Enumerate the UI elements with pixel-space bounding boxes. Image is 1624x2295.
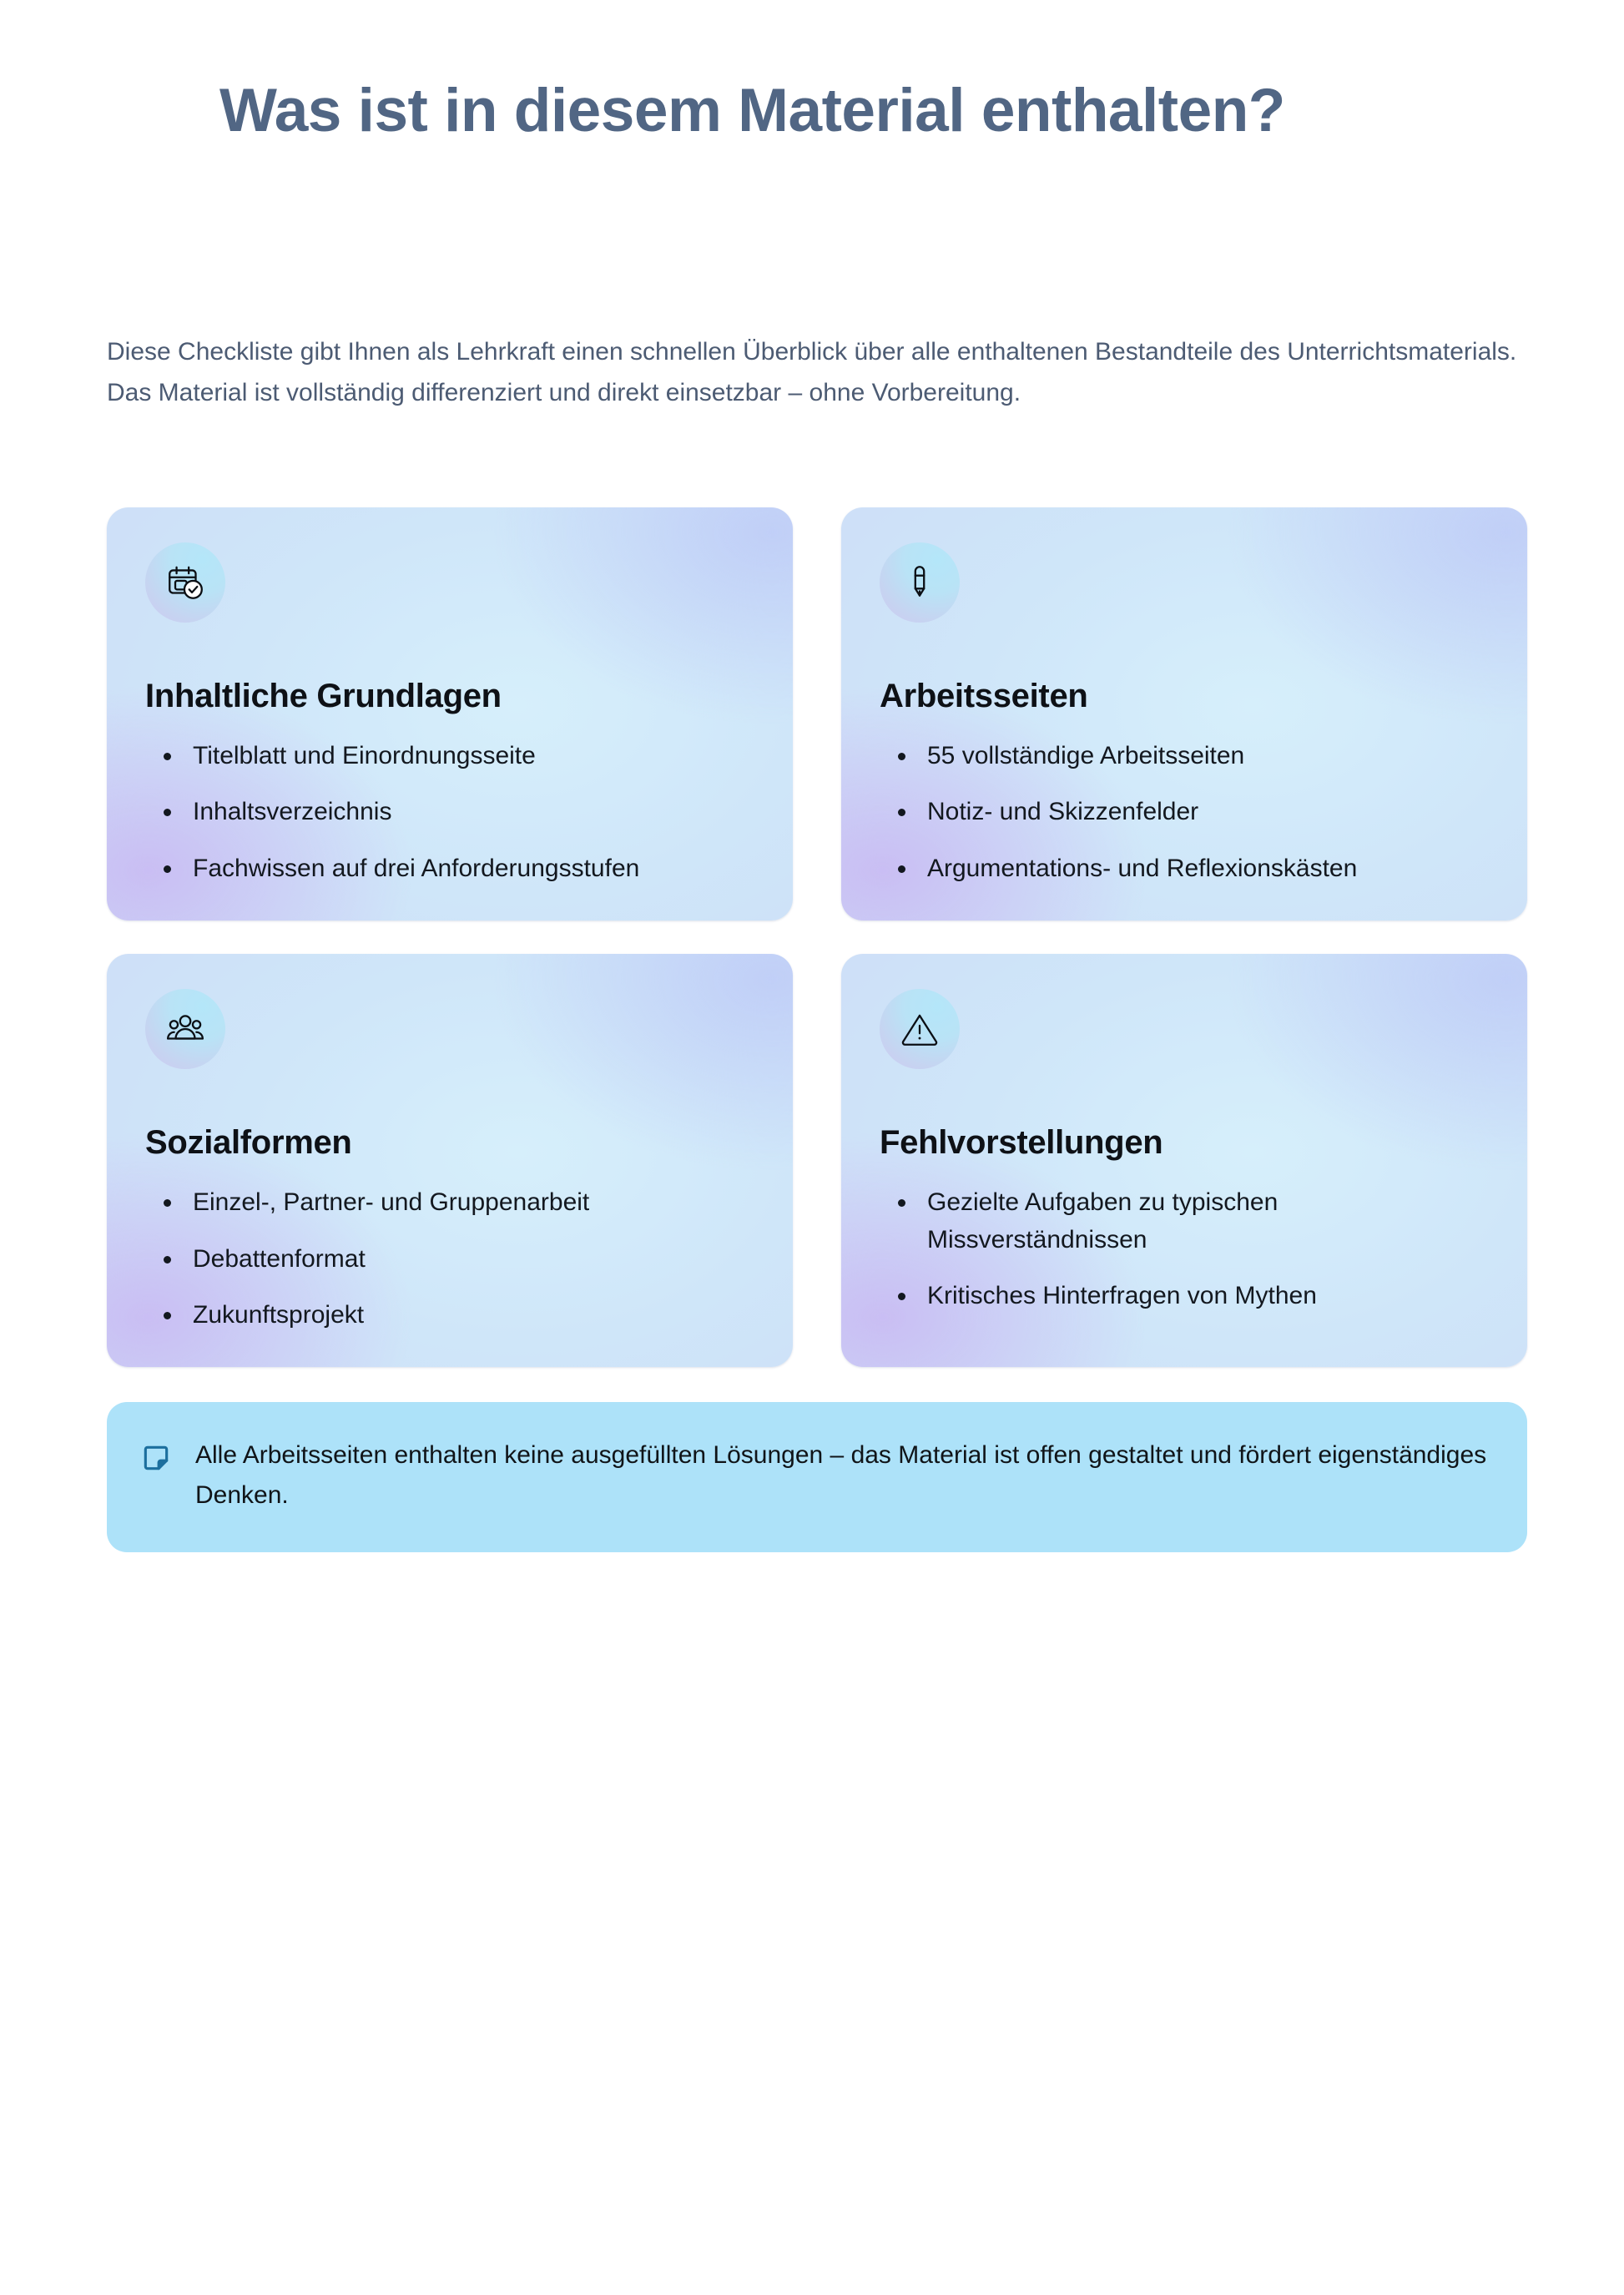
list-item: 55 vollständige Arbeitsseiten bbox=[880, 738, 1489, 774]
feature-card-grid bbox=[107, 507, 1527, 1367]
sticky-note-icon bbox=[140, 1442, 172, 1474]
intro-paragraph: Diese Checkliste gibt Ihnen als Lehrkraft einen schnellen Überblick über alle enthaltenen Bestandteile des Unterrichtsmaterials. Das Material ist vollständig differenziert und direkt einsetzbar – ohne Vorbereitung. bbox=[107, 338, 1517, 406]
card-list bbox=[880, 1184, 1489, 1314]
note-banner bbox=[107, 1402, 1527, 1552]
users-group-icon bbox=[145, 989, 225, 1069]
list-item: Debattenformat bbox=[145, 1241, 754, 1278]
list-item: Inhaltsverzeichnis bbox=[145, 794, 754, 830]
card-title: Sozialformen bbox=[145, 1124, 352, 1162]
card-sozialformen bbox=[107, 954, 793, 1367]
list-item: Titelblatt und Einordnungsseite bbox=[145, 738, 754, 774]
list-item: Fachwissen auf drei Anforderungsstufen bbox=[145, 850, 754, 887]
note-text: Alle Arbeitsseiten enthalten keine ausgefüllten Lösungen – das Material ist offen gestaltet und fördert eigenständiges Denken. bbox=[195, 1441, 1487, 1509]
list-item: Notiz- und Skizzenfelder bbox=[880, 794, 1489, 830]
card-list bbox=[145, 738, 754, 887]
card-fehlvorstellungen bbox=[841, 954, 1527, 1367]
card-title: Inhaltliche Grundlagen bbox=[145, 678, 502, 714]
warning-triangle-icon bbox=[880, 989, 960, 1069]
pencil-icon bbox=[880, 542, 960, 623]
card-title: Arbeitsseiten bbox=[880, 678, 1088, 714]
page-title: Was ist in diesem Material enthalten? bbox=[219, 77, 1285, 144]
list-item: Gezielte Aufgaben zu typischen Missverständnissen bbox=[880, 1184, 1489, 1258]
list-item: Argumentations- und Reflexionskästen bbox=[880, 850, 1489, 887]
list-item: Kritisches Hinterfragen von Mythen bbox=[880, 1278, 1489, 1314]
list-item: Einzel-, Partner- und Gruppenarbeit bbox=[145, 1184, 754, 1221]
card-title: Fehlvorstellungen bbox=[880, 1124, 1163, 1162]
card-inhaltliche-grundlagen bbox=[107, 507, 793, 921]
list-item: Zukunftsprojekt bbox=[145, 1297, 754, 1334]
card-list bbox=[145, 1184, 754, 1334]
calendar-check-icon bbox=[145, 542, 225, 623]
card-arbeitsseiten bbox=[841, 507, 1527, 921]
card-list bbox=[880, 738, 1489, 887]
